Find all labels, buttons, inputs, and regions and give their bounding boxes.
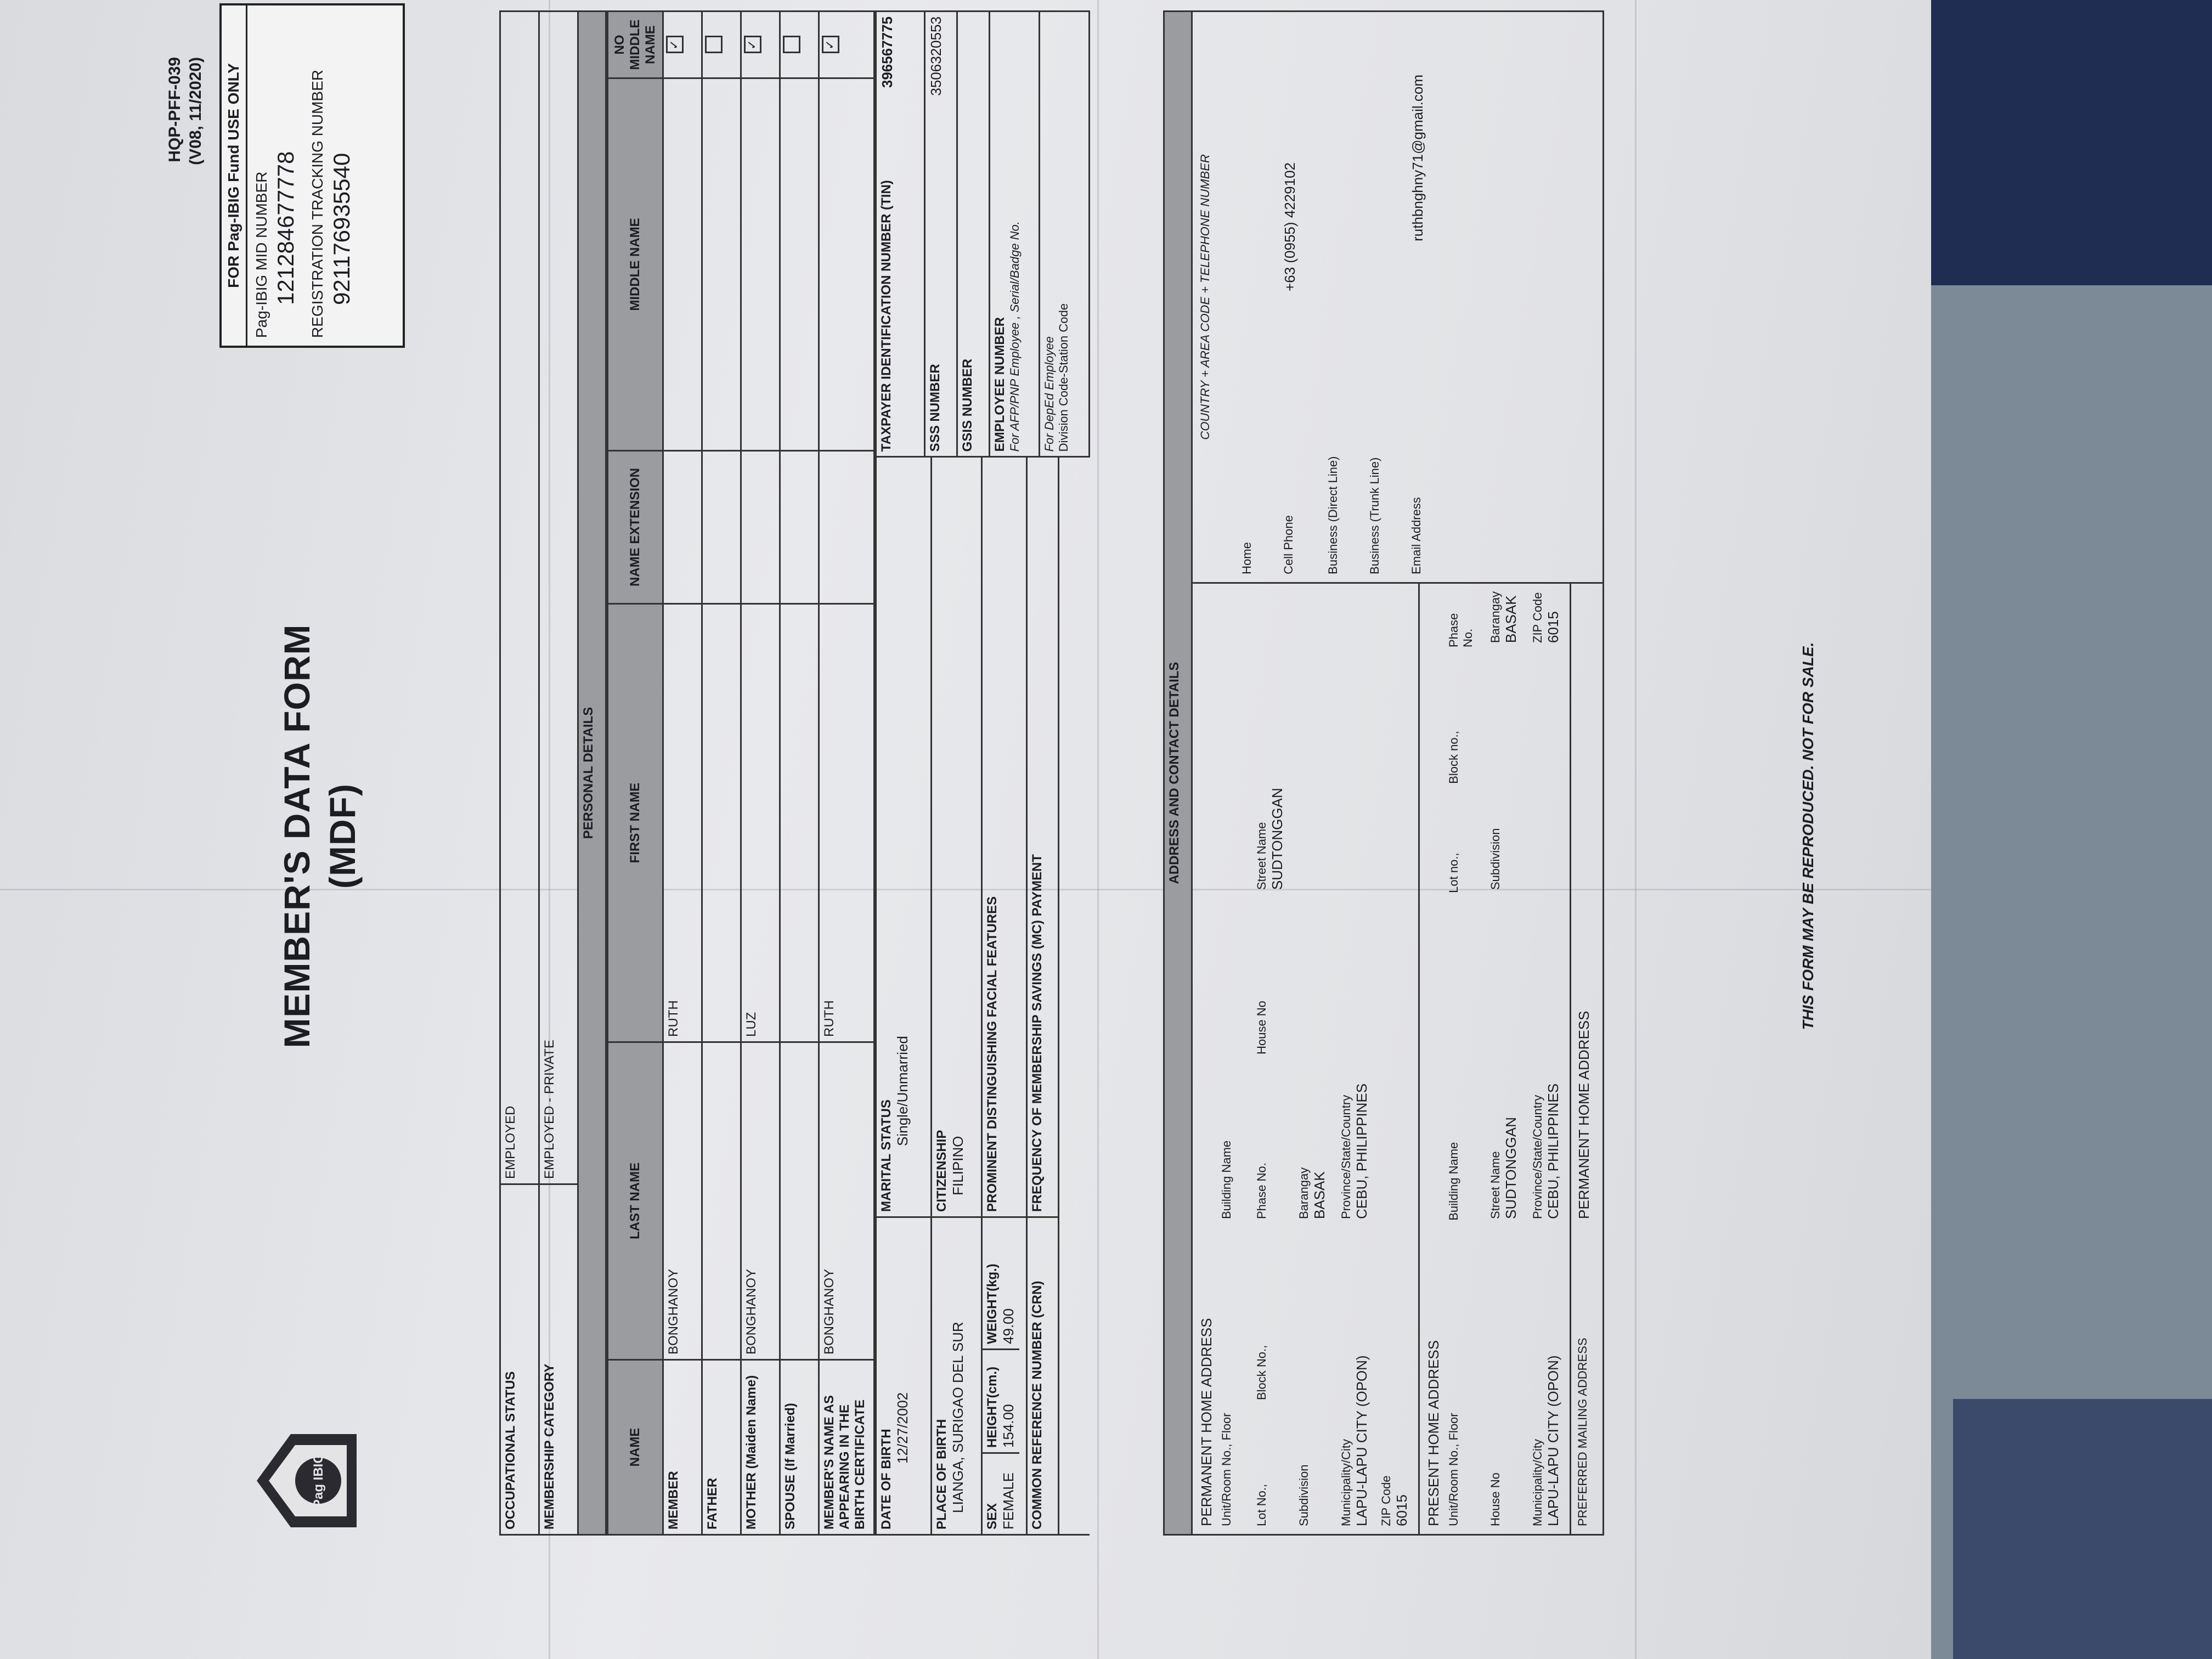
zip-label: ZIP Code: [1531, 592, 1544, 643]
col-middle-name: MIDDLE NAME: [608, 78, 663, 451]
province-value: CEBU, PHILIPPINES: [1353, 1083, 1370, 1219]
first-name-value: [780, 604, 819, 1042]
dob-value: 12/27/2002: [894, 1392, 911, 1464]
deped-code-label: Division Code-Station Code: [1057, 303, 1070, 452]
barangay-value: BASAK: [1311, 1171, 1328, 1219]
email-row: [1409, 20, 1426, 574]
sex-cell: [983, 1453, 1019, 1534]
contact-cell: [1192, 12, 1604, 583]
crn-label: COMMON REFERENCE NUMBER (CRN): [1030, 1280, 1045, 1530]
lot-label: Lot no.,: [1447, 853, 1460, 893]
father-row: [702, 12, 741, 1535]
background-edge-lower: [1953, 1399, 2212, 1659]
sex-height-weight-cell: [981, 1217, 1027, 1535]
name-extension-value: [702, 451, 741, 604]
membership-category-label: MEMBERSHIP CATEGORY: [539, 1184, 578, 1535]
email-value: ruthbnghny71@gmail.com: [1409, 75, 1426, 241]
email-label: Email Address: [1409, 497, 1423, 574]
preferred-mailing-label: PREFERRED MAILING ADDRESS: [1576, 1338, 1589, 1526]
citizenship-cell: [931, 457, 981, 1217]
unit-label: Unit/Room No., Floor: [1447, 1413, 1460, 1526]
last-name-value: [780, 1042, 819, 1360]
address-table: [1163, 10, 1604, 1536]
home-phone-label: Home: [1240, 542, 1254, 574]
subdivision-label: Subdivision: [1297, 1464, 1311, 1526]
province-cell: [1339, 1084, 1370, 1219]
weight-cell: [983, 1218, 1019, 1350]
id-numbers-cell: [876, 12, 1090, 457]
middle-name-value: [819, 78, 874, 451]
zip-cell: [1531, 592, 1562, 643]
member-row: [663, 12, 702, 1535]
unit-label: Unit/Room No., Floor: [1220, 1413, 1233, 1526]
street-cell: [1255, 725, 1286, 890]
citizenship-value: FILIPINO: [949, 1136, 966, 1195]
barangay-value: BASAK: [1503, 595, 1519, 643]
street-label: Street Name: [1255, 822, 1268, 890]
col-first-name: FIRST NAME: [608, 604, 663, 1042]
deped-label: For DepEd Employee: [1042, 336, 1056, 452]
pob-label: PLACE OF BIRTH: [934, 1419, 949, 1530]
present-line-3: [1531, 591, 1562, 1526]
preferred-mailing-value: PERMANENT HOME ADDRESS: [1576, 1011, 1592, 1219]
dob-label: DATE OF BIRTH: [879, 1429, 894, 1530]
barangay-cell: [1297, 1167, 1328, 1219]
birth-certificate-row: [819, 12, 874, 1535]
last-name-value: [702, 1042, 741, 1360]
rtn-value: 921176935540: [329, 153, 354, 305]
footer-note: THIS FORM MAY BE REPRODUCED. NOT FOR SALE.: [1799, 642, 1816, 1030]
present-line-1: [1447, 591, 1475, 1526]
row-label: MEMBER: [663, 1360, 702, 1535]
no-middle-name-cell: [702, 12, 741, 78]
height-value: 154.00: [1000, 1404, 1017, 1448]
sex-height-weight-table: [983, 1218, 1019, 1534]
present-address: [1418, 584, 1562, 1534]
cell-phone-value: +63 (0955) 4229102: [1282, 162, 1298, 291]
pagibig-logo-icon: [252, 1426, 362, 1536]
block-label: Block no.,: [1447, 731, 1460, 784]
no-middle-name-cell: [741, 12, 780, 78]
employee-number-label: EMPLOYEE NUMBER: [992, 317, 1007, 452]
middle-name-value: [741, 78, 780, 451]
house-label: House No: [1255, 1001, 1268, 1054]
sex-value: FEMALE: [1000, 1472, 1017, 1530]
logo-text: Pag IBIG: [311, 1453, 326, 1509]
frequency-label: FREQUENCY OF MEMBERSHIP SAVINGS (MC) PAYMENT: [1030, 854, 1045, 1212]
province-cell: [1531, 643, 1562, 1219]
dob-row: [876, 12, 932, 1535]
tin-cell: [877, 12, 925, 456]
marital-cell: [876, 457, 932, 1217]
no-middle-name-cell: [780, 12, 819, 78]
name-extension-value: [819, 451, 874, 604]
municipality-value: LAPU-LAPU CITY (OPON): [1545, 1355, 1561, 1526]
business-trunk-label: Business (Trunk Line): [1368, 457, 1381, 574]
first-name-value: [702, 604, 741, 1042]
membership-category-row: [539, 12, 578, 1535]
height-cell: [983, 1350, 1019, 1453]
status-table: [499, 10, 607, 1536]
no-middle-name-checkbox[interactable]: ✓: [822, 36, 839, 54]
zip-value: 6015: [1393, 1494, 1410, 1526]
col-name: NAME: [608, 1360, 663, 1535]
col-no-middle-name: NO MIDDLE NAME: [608, 12, 663, 78]
street-cell: [1488, 890, 1520, 1219]
gsis-label: GSIS NUMBER: [960, 358, 975, 452]
municipality-label: Municipality/City: [1339, 1439, 1353, 1526]
tin-label: TAXPAYER IDENTIFICATION NUMBER (TIN): [879, 180, 894, 452]
subdivision-label: Subdivision: [1488, 828, 1502, 890]
col-name-extension: NAME EXTENSION: [608, 451, 663, 604]
no-middle-name-checkbox[interactable]: [783, 36, 800, 54]
last-name-value: BONGHANOY: [819, 1042, 874, 1360]
col-last-name: LAST NAME: [608, 1042, 663, 1360]
street-value: SUDTONGGAN: [1503, 1117, 1519, 1219]
building-label: Building Name: [1447, 1142, 1460, 1221]
barangay-label: Barangay: [1488, 591, 1502, 643]
mid-number-value: 121284677778: [273, 151, 298, 305]
contact-heading: COUNTRY + AREA CODE + TELEPHONE NUMBER: [1198, 154, 1212, 440]
address-section: [1163, 10, 1604, 1536]
row-label: SPOUSE (If Married): [780, 1360, 819, 1535]
preferred-mailing-row: [1570, 584, 1597, 1534]
pob-value: LIANGA, SURIGAO DEL SUR: [949, 1322, 966, 1513]
permanent-line-3: [1297, 591, 1328, 1526]
citizenship-label: CITIZENSHIP: [934, 1130, 949, 1212]
title-line-2: (MDF): [321, 783, 363, 889]
municipality-value: LAPU-LAPU CITY (OPON): [1353, 1355, 1370, 1526]
permanent-line-1: [1220, 591, 1234, 1526]
first-name-value: RUTH: [819, 604, 874, 1042]
lot-label: Lot No.,: [1255, 1483, 1268, 1526]
pob-cell: [931, 1217, 981, 1535]
province-value: CEBU, PHILIPPINES: [1545, 1083, 1561, 1219]
middle-name-value: [702, 78, 741, 451]
occupational-status-value: EMPLOYED: [500, 12, 539, 1184]
block-label: Block No.,: [1255, 1345, 1268, 1400]
form-code-block: [165, 57, 206, 255]
names-table: [607, 10, 875, 1536]
deped-cell: [1040, 12, 1089, 456]
gsis-cell: [957, 12, 990, 456]
row-label: MOTHER (Maiden Name): [741, 1360, 780, 1535]
marital-value: Single/Unmarried: [894, 1036, 911, 1146]
sex-label: SEX: [984, 1503, 1000, 1530]
zip-value: 6015: [1545, 611, 1561, 643]
personal-details-heading: PERSONAL DETAILS: [578, 12, 606, 1535]
tin-value: 396567775: [879, 16, 895, 88]
afp-label: For AFP/PNP Employee , Serial/Badge No.: [1008, 221, 1022, 452]
municipality-cell: [1339, 1219, 1370, 1526]
spouse-row: [780, 12, 819, 1535]
rtn-label: REGISTRATION TRACKING NUMBER: [309, 69, 326, 338]
form-version: (V08, 11/2020): [186, 57, 205, 165]
sss-label: SSS NUMBER: [928, 364, 943, 452]
details-table: [875, 10, 1090, 1536]
barangay-cell: [1488, 591, 1520, 643]
mid-number-label: Pag-IBIG MID NUMBER: [253, 171, 270, 338]
house-label: House No: [1488, 1472, 1502, 1526]
height-label: HEIGHT(cm.): [984, 1366, 1000, 1448]
no-middle-name-checkbox[interactable]: ✓: [744, 36, 761, 54]
sss-cell: [925, 12, 957, 456]
names-header-row: [608, 12, 663, 1535]
name-extension-value: [780, 451, 819, 604]
form-code: HQP-PFF-039: [166, 57, 184, 162]
membership-category-value: EMPLOYED - PRIVATE: [539, 12, 578, 1184]
zip-label: ZIP Code: [1379, 1475, 1393, 1526]
first-name-value: LUZ: [741, 604, 780, 1042]
address-cell: [1192, 583, 1604, 1534]
address-heading: ADDRESS AND CONTACT DETAILS: [1164, 12, 1192, 1535]
last-name-value: BONGHANOY: [663, 1042, 702, 1360]
province-label: Province/State/Country: [1531, 1094, 1544, 1219]
phase-label: Phase No.: [1447, 613, 1475, 648]
municipality-cell: [1531, 1219, 1562, 1526]
last-name-value: BONGHANOY: [741, 1042, 780, 1360]
mother-row: [741, 12, 780, 1535]
business-direct-label: Business (Direct Line): [1326, 456, 1340, 574]
title-line-1: MEMBER'S DATA FORM: [276, 624, 317, 1048]
personal-details-heading-row: [578, 12, 606, 1535]
personal-section: [499, 10, 1090, 1536]
occupational-status-label: OCCUPATIONAL STATUS: [500, 1184, 539, 1535]
middle-name-value: [780, 78, 819, 451]
marital-label: MARITAL STATUS: [879, 1099, 894, 1212]
barangay-label: Barangay: [1297, 1167, 1311, 1219]
features-label: PROMINENT DISTINGUISHING FACIAL FEATURES: [984, 896, 1000, 1212]
no-middle-name-cell: [819, 12, 874, 78]
phase-label: Phase No.: [1255, 1163, 1268, 1219]
no-middle-name-cell: [663, 12, 702, 78]
employee-number-cell: [990, 12, 1040, 456]
pagibig-logo: [252, 1426, 362, 1536]
province-label: Province/State/Country: [1339, 1094, 1353, 1219]
weight-label: WEIGHT(kg.): [984, 1263, 1000, 1344]
features-cell: [981, 457, 1027, 1217]
frequency-cell: [1027, 457, 1059, 1217]
present-address-heading: PRESENT HOME ADDRESS: [1425, 1340, 1442, 1526]
occupational-status-row: [500, 12, 539, 1535]
first-name-value: RUTH: [663, 604, 702, 1042]
id-numbers-table: [877, 12, 1088, 456]
street-label: Street Name: [1488, 1151, 1502, 1219]
name-extension-value: [663, 451, 702, 604]
no-middle-name-checkbox[interactable]: ✓: [666, 36, 684, 54]
street-value: SUDTONGGAN: [1269, 788, 1285, 890]
name-extension-value: [741, 451, 780, 604]
address-body-row: [1192, 12, 1604, 1535]
building-label: Building Name: [1220, 1140, 1233, 1219]
weight-value: 49.00: [1000, 1308, 1017, 1344]
office-use-box: [219, 3, 405, 348]
sss-value: 3506320553: [928, 16, 944, 96]
no-middle-name-checkbox[interactable]: [705, 36, 723, 54]
municipality-label: Municipality/City: [1531, 1439, 1544, 1526]
office-use-heading: FOR Pag-IBIG Fund USE ONLY: [222, 5, 247, 346]
permanent-zip: [1379, 591, 1410, 1526]
crn-cell: [1027, 1217, 1059, 1535]
present-line-2: [1488, 591, 1520, 1526]
permanent-line-2: [1255, 591, 1286, 1526]
row-label: FATHER: [702, 1360, 741, 1535]
row-label: MEMBER'S NAME AS APPEARING IN THE BIRTH CERTIFICATE: [819, 1360, 874, 1535]
dob-cell: [876, 1217, 932, 1535]
permanent-line-4: [1339, 591, 1370, 1526]
permanent-address-heading: PERMANENT HOME ADDRESS: [1198, 1318, 1215, 1526]
middle-name-value: [663, 78, 702, 451]
form-title: [274, 507, 365, 1165]
cell-phone-row: [1282, 20, 1299, 574]
cell-phone-label: Cell Phone: [1282, 515, 1295, 574]
